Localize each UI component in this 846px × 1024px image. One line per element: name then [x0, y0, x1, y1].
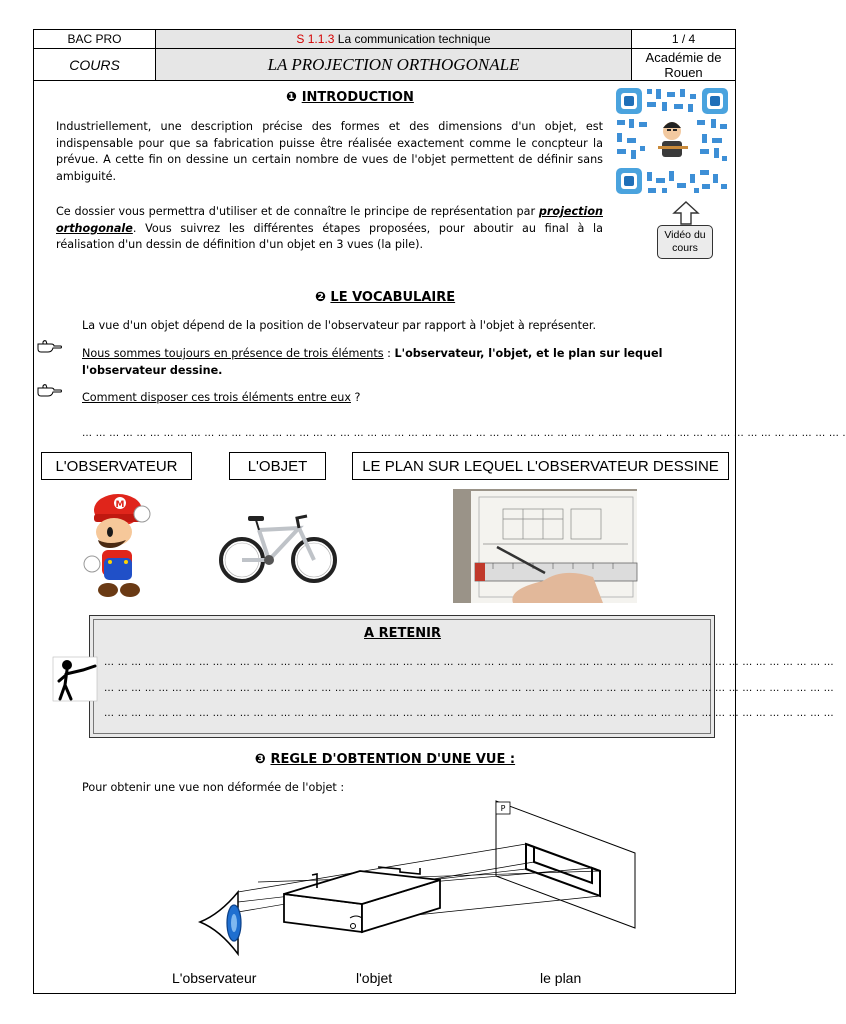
pointing-figure-icon	[53, 657, 97, 701]
retenir-line-1[interactable]: … … … … … … … … … … … … … … … … … … … … … … … … … … … … … … … … … … … … … … … … … … … … … … … … … … … … … …	[104, 657, 834, 668]
reference-title: La communication technique	[337, 32, 491, 46]
vocab-line-1: La vue d'un objet dépend de la position de l'observateur par rapport à l'objet à représenter.	[82, 319, 597, 332]
vocab-bullet-2: Comment disposer ces trois éléments entre eux ?	[82, 391, 361, 404]
plane-caption: le plan	[540, 970, 582, 986]
plane-letter: P	[500, 804, 506, 813]
vocab-bullet-1: Nous sommes toujours en présence de trois éléments : L'observateur, l'objet, et le plan sur lequel l'observateur dessine.	[82, 347, 663, 377]
pointing-hand-icon	[37, 384, 63, 398]
intro-paragraph-1: Industriellement, une description précise des formes et des dimensions d'un objet, est indispensable pour que sa fabrication puisse être réalisée exactement comme le concpteur la prévue. A cette fin on dessine un certain nombre de vues de l'objet permettent de définir sans ambiguité.	[56, 120, 603, 183]
level-cell: BAC PRO	[34, 30, 156, 49]
object-label-box: L'OBJET	[229, 452, 326, 480]
emphasis-term: projection orthogonale	[56, 205, 603, 235]
projection-diagram	[160, 796, 660, 962]
rule-intro: Pour obtenir une vue non déformée de l'objet :	[82, 781, 345, 794]
observer-character-illustration	[80, 488, 162, 600]
arrow-up-icon	[673, 201, 699, 225]
page-number: 1 / 4	[632, 30, 735, 49]
bicycle-illustration	[219, 508, 337, 588]
rule-heading: ❸ REGLE D'OBTENTION D'UNE VUE :	[254, 752, 516, 767]
drawing-hand-photo	[453, 489, 637, 603]
retenir-line-3[interactable]: … … … … … … … … … … … … … … … … … … … … … … … … … … … … … … … … … … … … … … … … … … … … … … … … … … … … … …	[104, 708, 834, 719]
pointing-hand-icon	[37, 340, 63, 354]
academy: Académie de Rouen	[632, 49, 735, 81]
qr-code-icon[interactable]	[614, 86, 730, 196]
doc-type: COURS	[34, 49, 156, 81]
reference-code: S 1.1.3	[296, 32, 335, 46]
retenir-line-2[interactable]: … … … … … … … … … … … … … … … … … … … … … … … … … … … … … … … … … … … … … … … … … … … … … … … … … … … … … …	[104, 683, 834, 694]
svg-text:M: M	[115, 500, 125, 510]
observer-caption: L'observateur	[172, 970, 257, 986]
page-title: LA PROJECTION ORTHOGONALE	[156, 49, 632, 81]
object-caption: l'objet	[356, 970, 393, 986]
intro-paragraph-2: Ce dossier vous permettra d'utiliser et de connaître le principe de représentation par projection orthogonale. Vous suivrez les différentes étapes proposées, pour aboutir au final à la réalisation d'un dessin de définition d'un objet en 3 vues (la pile).	[56, 205, 603, 252]
observer-label-box: L'OBSERVATEUR	[41, 452, 192, 480]
retenir-heading: A RETENIR	[364, 626, 441, 641]
vocab-heading: ❷ LE VOCABULAIRE	[314, 290, 456, 305]
reference-cell	[156, 30, 632, 49]
answer-line[interactable]: … … … … … … … … … … … … … … … … … … … … … … … … … … … … … … … … … … … … … … … … … … … … … … … … … … … … … … … … .	[82, 428, 846, 439]
video-course-button[interactable]: Vidéo du cours	[657, 225, 713, 259]
plane-label-box: LE PLAN SUR LEQUEL L'OBSERVATEUR DESSINE	[352, 452, 729, 480]
intro-heading: ❶ INTRODUCTION	[286, 90, 414, 105]
